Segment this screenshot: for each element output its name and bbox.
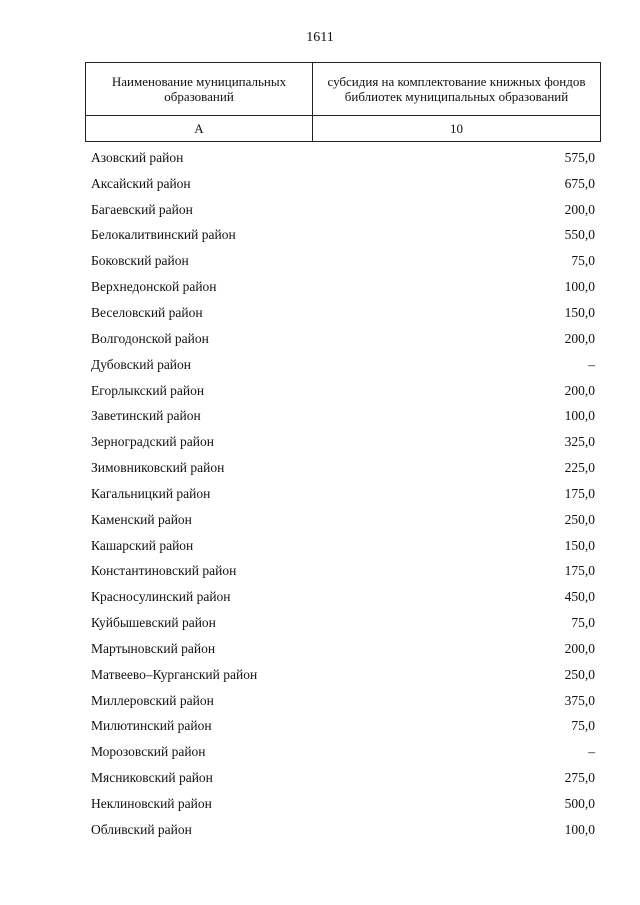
table-row — [91, 791, 595, 817]
table-row — [91, 481, 595, 507]
row-name: Азовский район — [91, 149, 184, 165]
row-value: 225,0 — [564, 460, 595, 476]
row-name: Белокалитвинский район — [91, 227, 236, 243]
row-value: 100,0 — [564, 408, 595, 424]
table-row — [91, 145, 595, 171]
row-name: Куйбышевский район — [91, 615, 216, 631]
table-row — [91, 171, 595, 197]
row-value: 75,0 — [571, 718, 595, 734]
table-row — [91, 455, 595, 481]
row-name: Обливский район — [91, 821, 192, 837]
table-row — [91, 636, 595, 662]
row-name: Веселовский район — [91, 304, 203, 320]
row-value: 325,0 — [564, 434, 595, 450]
row-name: Зимовниковский район — [91, 460, 225, 476]
table-row — [91, 403, 595, 429]
row-value: 175,0 — [564, 563, 595, 579]
row-name: Багаевский район — [91, 201, 193, 217]
table-row — [91, 326, 595, 352]
row-name: Красносулинский район — [91, 589, 231, 605]
row-value: 150,0 — [564, 537, 595, 553]
row-name: Милютинский район — [91, 718, 212, 734]
table-row — [91, 300, 595, 326]
table-row — [91, 274, 595, 300]
row-value: 200,0 — [564, 640, 595, 656]
row-name: Дубовский район — [91, 356, 192, 372]
header-row — [86, 63, 601, 116]
row-name: Боковский район — [91, 253, 189, 269]
table-row — [91, 378, 595, 404]
row-value: 100,0 — [564, 821, 595, 837]
table-row — [91, 714, 595, 740]
row-value: 450,0 — [564, 589, 595, 605]
table-row — [91, 765, 595, 791]
table-row — [91, 610, 595, 636]
table-row — [91, 662, 595, 688]
row-name: Мартыновский район — [91, 640, 216, 656]
table-row — [91, 739, 595, 765]
page-number: 1611 — [306, 30, 334, 45]
row-name: Константиновский район — [91, 563, 237, 579]
row-value: 575,0 — [564, 149, 595, 165]
row-value: 150,0 — [564, 304, 595, 320]
row-name: Егорлыкский район — [91, 382, 205, 398]
row-value: 550,0 — [564, 227, 595, 243]
row-value: 75,0 — [571, 615, 595, 631]
table-row — [91, 533, 595, 559]
row-value: 500,0 — [564, 796, 595, 812]
table-row — [91, 197, 595, 223]
row-value: 375,0 — [564, 692, 595, 708]
row-name: Каменский район — [91, 511, 192, 527]
table-row — [91, 223, 595, 249]
table-row — [91, 352, 595, 378]
index-name-cell: А — [86, 116, 313, 142]
table-row — [91, 248, 595, 274]
row-name: Зерноградский район — [91, 434, 214, 450]
table-row — [91, 507, 595, 533]
header-value-column: субсидия на комплектование книжных фондов библиотек муниципальных образований — [313, 63, 601, 116]
row-value: 250,0 — [564, 511, 595, 527]
row-value: 250,0 — [564, 666, 595, 682]
row-name: Морозовский район — [91, 744, 206, 760]
row-name: Мясниковский район — [91, 770, 213, 786]
row-name: Неклиновский район — [91, 796, 212, 812]
table-header — [85, 62, 601, 142]
table-row — [91, 584, 595, 610]
row-value: 200,0 — [564, 201, 595, 217]
row-name: Заветинский район — [91, 408, 201, 424]
row-name: Кашарский район — [91, 537, 194, 553]
table-row — [91, 688, 595, 714]
header-name-column: Наименование муниципальных образований — [86, 63, 313, 116]
row-name: Матвеево–Курганский район — [91, 666, 258, 682]
row-name: Аксайский район — [91, 175, 191, 191]
table-body — [91, 145, 595, 843]
index-value-cell: 10 — [313, 116, 601, 142]
row-value: 200,0 — [564, 330, 595, 346]
table-row — [91, 817, 595, 843]
index-row — [86, 116, 601, 142]
row-name: Кагальницкий район — [91, 485, 211, 501]
table-row — [91, 429, 595, 455]
row-value: – — [588, 744, 595, 760]
row-value: 75,0 — [571, 253, 595, 269]
row-value: 275,0 — [564, 770, 595, 786]
row-value: – — [588, 356, 595, 372]
row-name: Волгодонской район — [91, 330, 209, 346]
row-value: 200,0 — [564, 382, 595, 398]
row-value: 100,0 — [564, 279, 595, 295]
table-row — [91, 559, 595, 585]
row-name: Верхнедонской район — [91, 279, 217, 295]
row-value: 175,0 — [564, 485, 595, 501]
row-name: Миллеровский район — [91, 692, 214, 708]
row-value: 675,0 — [564, 175, 595, 191]
